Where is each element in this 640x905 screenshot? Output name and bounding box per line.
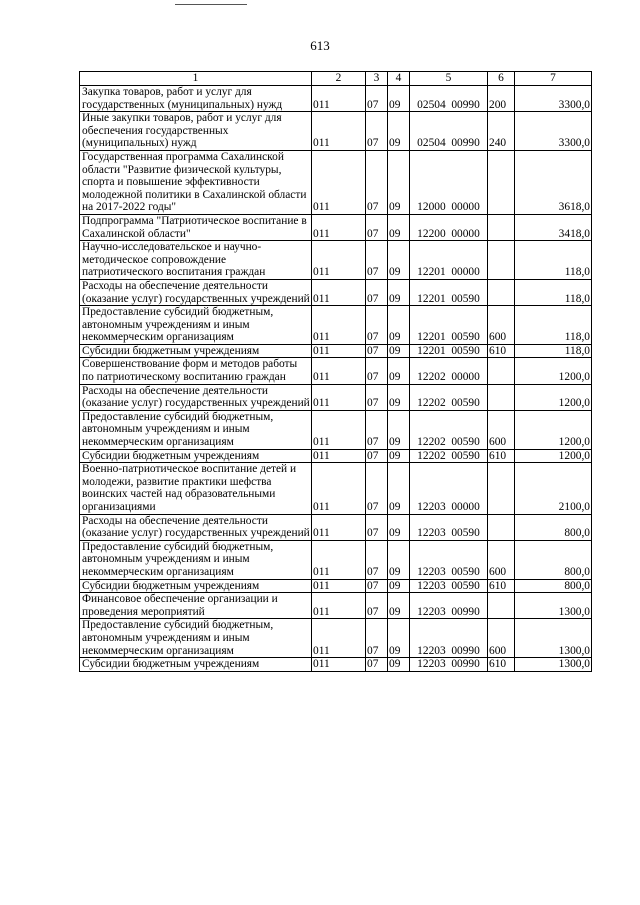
cell-amount: 1200,0 [515,449,592,463]
scan-top-mark [175,4,247,5]
cell-name: Субсидии бюджетным учреждениям [80,449,312,463]
cell-name: Расходы на обеспечение деятельности (оказание услуг) государственных учреждений [80,279,312,305]
cell-amount: 1200,0 [515,410,592,449]
cell-amount: 3418,0 [515,214,592,240]
table-row [80,514,592,540]
cell-razdel: 07 [366,279,388,305]
cell-name: Военно-патриотическое воспитание детей и молодежи, развитие практики шефства воинских частей над образовательными организациями [80,463,312,514]
cell-amount: 800,0 [515,514,592,540]
cell-amount: 3618,0 [515,150,592,214]
cell-podrazdel: 09 [388,306,410,345]
cell-glava: 011 [312,344,366,358]
cell-target-article: 12201 00590 [410,279,488,305]
header-col-5: 5 [410,72,488,86]
cell-glava: 011 [312,214,366,240]
cell-razdel: 07 [366,86,388,112]
table-row [80,358,592,384]
table-row [80,214,592,240]
cell-glava: 011 [312,112,366,151]
table-row [80,86,592,112]
cell-podrazdel: 09 [388,112,410,151]
cell-podrazdel: 09 [388,86,410,112]
cell-razdel: 07 [366,214,388,240]
cell-target-article: 12203 00590 [410,540,488,579]
table-row [80,463,592,514]
cell-expense-type: 610 [488,579,515,593]
cell-amount: 800,0 [515,540,592,579]
cell-expense-type: 600 [488,540,515,579]
cell-podrazdel: 09 [388,214,410,240]
cell-razdel: 07 [366,410,388,449]
cell-podrazdel: 09 [388,593,410,619]
cell-razdel: 07 [366,540,388,579]
cell-razdel: 07 [366,579,388,593]
header-col-6: 6 [488,72,515,86]
cell-name: Закупка товаров, работ и услуг для государственных (муниципальных) нужд [80,86,312,112]
budget-table [79,71,592,672]
cell-podrazdel: 09 [388,410,410,449]
header-col-7: 7 [515,72,592,86]
cell-name: Предоставление субсидий бюджетным, автономным учреждениям и иным некоммерческим организациям [80,619,312,658]
cell-amount: 1200,0 [515,384,592,410]
cell-expense-type [488,241,515,280]
cell-target-article: 12203 00590 [410,579,488,593]
cell-target-article: 12000 00000 [410,150,488,214]
cell-glava: 011 [312,619,366,658]
cell-podrazdel: 09 [388,384,410,410]
cell-amount: 3300,0 [515,112,592,151]
cell-target-article: 12202 00590 [410,449,488,463]
cell-name: Совершенствование форм и методов работы по патриотическому воспитанию граждан [80,358,312,384]
cell-name: Расходы на обеспечение деятельности (оказание услуг) государственных учреждений [80,384,312,410]
cell-podrazdel: 09 [388,358,410,384]
table-row [80,344,592,358]
table-row [80,593,592,619]
cell-glava: 011 [312,514,366,540]
cell-razdel: 07 [366,358,388,384]
table-row [80,540,592,579]
cell-glava: 011 [312,410,366,449]
cell-glava: 011 [312,86,366,112]
cell-razdel: 07 [366,344,388,358]
cell-target-article: 12201 00590 [410,344,488,358]
cell-razdel: 07 [366,112,388,151]
cell-amount: 118,0 [515,306,592,345]
table-row [80,449,592,463]
cell-target-article: 12201 00590 [410,306,488,345]
cell-podrazdel: 09 [388,279,410,305]
cell-expense-type: 600 [488,410,515,449]
cell-razdel: 07 [366,514,388,540]
cell-podrazdel: 09 [388,579,410,593]
page-number: 613 [310,38,330,53]
table-row [80,579,592,593]
cell-amount: 800,0 [515,579,592,593]
cell-glava: 011 [312,241,366,280]
cell-target-article: 12203 00990 [410,619,488,658]
cell-name: Финансовое обеспечение организации и проведения мероприятий [80,593,312,619]
cell-name: Предоставление субсидий бюджетным, автономным учреждениям и иным некоммерческим организациям [80,410,312,449]
cell-glava: 011 [312,306,366,345]
cell-amount: 3300,0 [515,86,592,112]
cell-expense-type [488,150,515,214]
cell-glava: 011 [312,540,366,579]
table-row [80,241,592,280]
cell-expense-type [488,463,515,514]
cell-name: Государственная программа Сахалинской области "Развитие физической культуры, спорта и повышение эффективности молодежной политики в Сахалинской области на 2017-2022 годы" [80,150,312,214]
cell-amount: 1300,0 [515,658,592,672]
cell-name: Предоставление субсидий бюджетным, автономным учреждениям и иным некоммерческим организациям [80,540,312,579]
header-col-1: 1 [80,72,312,86]
cell-name: Подпрограмма "Патриотическое воспитание в Сахалинской области" [80,214,312,240]
table-row [80,410,592,449]
cell-target-article: 12203 00000 [410,463,488,514]
cell-target-article: 12202 00590 [410,384,488,410]
header-col-4: 4 [388,72,410,86]
cell-amount: 118,0 [515,344,592,358]
cell-expense-type: 240 [488,112,515,151]
table-row [80,279,592,305]
cell-target-article: 12202 00590 [410,410,488,449]
cell-podrazdel: 09 [388,514,410,540]
cell-target-article: 02504 00990 [410,112,488,151]
cell-amount: 118,0 [515,241,592,280]
cell-name: Предоставление субсидий бюджетным, автономным учреждениям и иным некоммерческим организациям [80,306,312,345]
cell-glava: 011 [312,384,366,410]
cell-glava: 011 [312,279,366,305]
cell-razdel: 07 [366,449,388,463]
cell-expense-type: 200 [488,86,515,112]
cell-podrazdel: 09 [388,658,410,672]
cell-glava: 011 [312,463,366,514]
table-row [80,112,592,151]
cell-expense-type: 610 [488,449,515,463]
table-row [80,150,592,214]
cell-name: Научно-исследовательское и научно-методическое сопровождение патриотического воспитания граждан [80,241,312,280]
cell-name: Субсидии бюджетным учреждениям [80,579,312,593]
cell-razdel: 07 [366,306,388,345]
cell-target-article: 12200 00000 [410,214,488,240]
cell-razdel: 07 [366,384,388,410]
cell-expense-type [488,384,515,410]
cell-glava: 011 [312,658,366,672]
cell-glava: 011 [312,593,366,619]
table-row [80,306,592,345]
cell-target-article: 12201 00000 [410,241,488,280]
cell-razdel: 07 [366,150,388,214]
table-row [80,619,592,658]
cell-razdel: 07 [366,593,388,619]
cell-expense-type [488,514,515,540]
cell-podrazdel: 09 [388,241,410,280]
cell-podrazdel: 09 [388,344,410,358]
cell-podrazdel: 09 [388,150,410,214]
cell-target-article: 12203 00590 [410,514,488,540]
cell-amount: 1300,0 [515,593,592,619]
cell-expense-type [488,358,515,384]
cell-name: Расходы на обеспечение деятельности (оказание услуг) государственных учреждений [80,514,312,540]
cell-expense-type [488,279,515,305]
table-header-row [80,72,592,86]
cell-podrazdel: 09 [388,540,410,579]
cell-razdel: 07 [366,463,388,514]
cell-target-article: 12203 00990 [410,658,488,672]
cell-glava: 011 [312,150,366,214]
cell-name: Иные закупки товаров, работ и услуг для обеспечения государственных (муниципальных) нужд [80,112,312,151]
cell-target-article: 12202 00000 [410,358,488,384]
cell-razdel: 07 [366,619,388,658]
cell-podrazdel: 09 [388,619,410,658]
cell-expense-type [488,593,515,619]
table-row [80,384,592,410]
cell-target-article: 02504 00990 [410,86,488,112]
cell-podrazdel: 09 [388,463,410,514]
cell-glava: 011 [312,449,366,463]
cell-podrazdel: 09 [388,449,410,463]
cell-expense-type: 600 [488,619,515,658]
cell-name: Субсидии бюджетным учреждениям [80,344,312,358]
cell-amount: 2100,0 [515,463,592,514]
cell-glava: 011 [312,579,366,593]
cell-expense-type: 610 [488,658,515,672]
cell-expense-type: 610 [488,344,515,358]
cell-amount: 118,0 [515,279,592,305]
cell-razdel: 07 [366,658,388,672]
cell-name: Субсидии бюджетным учреждениям [80,658,312,672]
cell-amount: 1200,0 [515,358,592,384]
cell-razdel: 07 [366,241,388,280]
cell-glava: 011 [312,358,366,384]
header-col-2: 2 [312,72,366,86]
cell-amount: 1300,0 [515,619,592,658]
cell-expense-type: 600 [488,306,515,345]
header-col-3: 3 [366,72,388,86]
table-row [80,658,592,672]
cell-target-article: 12203 00990 [410,593,488,619]
cell-expense-type [488,214,515,240]
